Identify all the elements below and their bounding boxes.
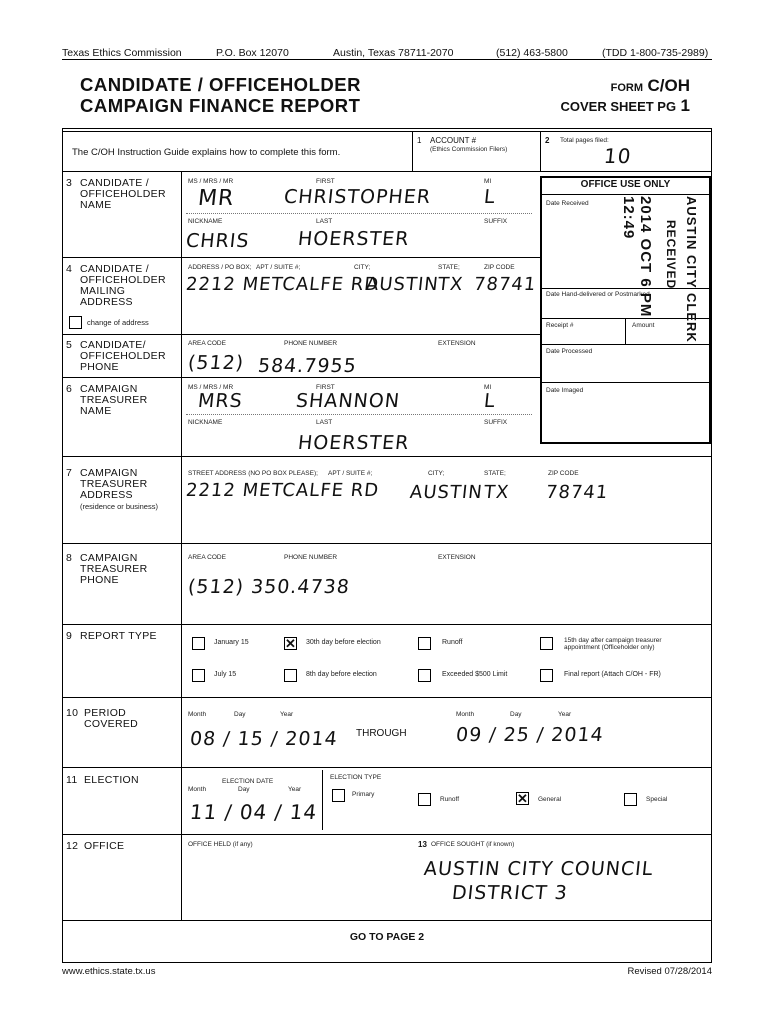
report-30day-label: 30th day before election [306,639,381,646]
sec3-suffix-label: SUFFIX [484,218,508,225]
sec7-city-value[interactable]: AUSTIN [408,482,484,503]
sec6-suffix-label: SUFFIX [484,419,508,426]
sec10-through: THROUGH [356,728,407,739]
agency-name: Texas Ethics Commission [62,47,182,59]
report-exceeded-label: Exceeded $500 Limit [442,671,508,678]
divider-account [412,131,413,171]
sec5-area-value[interactable]: (512) [186,352,246,374]
sec10-from-month-label: Month [188,711,207,718]
rule-after-sec11 [62,834,712,835]
sec6-mi-value[interactable]: L [482,390,497,412]
rule-after-sec3 [62,257,540,258]
report-15day-checkbox[interactable] [540,637,553,650]
sec10-from-year-label: Year [280,711,294,718]
sec7-zip-label: ZIP CODE [548,470,579,477]
change-of-address-checkbox[interactable] [69,316,82,329]
report-8day-checkbox[interactable] [284,669,297,682]
sec8-label-1: CAMPAIGN [80,552,138,564]
sec9-label: REPORT TYPE [80,630,157,642]
sec11-date-value[interactable]: 11 / 04 / 14 [188,800,319,824]
sec4-state-value[interactable]: TX [436,274,465,295]
sec3-label-3: NAME [80,199,112,211]
sec3-title-value[interactable]: MR [196,186,236,211]
instructions-text: The C/OH Instruction Guide explains how to complete this form. [72,147,341,158]
form-code: C/OH [647,76,690,95]
sec8-label-2: TREASURER [80,563,148,575]
rule-after-sec6 [62,456,712,457]
office-use-rule-5 [540,382,711,383]
sec3-last-label: LAST [316,218,333,225]
sec6-first-label: FIRST [316,384,335,391]
account-label: ACCOUNT # [430,136,477,145]
sec6-title-label: MS / MRS / MR [188,384,234,391]
election-runoff-checkbox[interactable] [418,793,431,806]
rule-after-sec10 [62,767,712,768]
sec11-type-label: ELECTION TYPE [330,774,382,781]
po-box: P.O. Box 12070 [216,47,289,59]
go-to-page-2[interactable]: GO TO PAGE 2 [349,931,425,943]
report-exceeded-checkbox[interactable] [418,669,431,682]
date-received-label: Date Received [546,200,589,207]
sec5-phone-label: PHONE NUMBER [284,340,338,347]
report-jul15-label: July 15 [214,671,237,678]
sec10-from-day-label: Day [234,711,246,718]
footer-revised: Revised 07/28/2014 [627,966,712,977]
sec7-state-label: STATE; [484,470,506,477]
report-final-label: Final report (Attach C/OH - FR) [564,671,661,678]
sec7-num: 7 [66,467,73,479]
sec4-label-3: MAILING [80,285,126,297]
sec5-label-1: CANDIDATE/ [80,339,146,351]
sec6-num: 6 [66,383,73,395]
rule-after-sec4 [62,334,540,335]
agency-phone: (512) 463-5800 [496,47,568,59]
sec7-apt-label: APT / SUITE #; [328,470,373,477]
sec3-nick-label: NICKNAME [188,218,223,225]
sec4-addr-value[interactable]: 2212 METCALFE RD [184,274,381,295]
sec3-last-value[interactable]: HOERSTER [296,228,411,250]
sec8-num: 8 [66,552,73,564]
report-30day-checkbox[interactable]: ✕ [285,636,296,651]
sec10-label-2: COVERED [84,718,139,730]
rule-after-instructions [62,171,712,172]
sec10-to-month-label: Month [456,711,475,718]
sec11-day-label: Day [238,786,250,793]
sec3-label-1: CANDIDATE / [80,177,150,189]
sec3-first-label: FIRST [316,178,335,185]
rule-after-sec7 [62,543,712,544]
report-runoff-label: Runoff [442,639,463,646]
sec6-line-1 [186,414,532,415]
sec10-to-value[interactable]: 09 / 25 / 2014 [454,724,605,746]
sec6-mi-label: MI [484,384,492,391]
sec7-label-1: CAMPAIGN [80,467,138,479]
agency-tdd: (TDD 1-800-735-2989) [602,47,709,59]
sec5-phone-value[interactable]: 584.7955 [256,355,358,377]
sec5-label-3: PHONE [80,361,119,373]
rule-after-sec5 [62,377,540,378]
cover-sheet [561,96,691,116]
sec4-num: 4 [66,263,73,275]
report-jul15-checkbox[interactable] [192,669,205,682]
change-of-address-label: change of address [87,318,149,327]
report-15day-label: 15th day after campaign treasurer appointment (Officeholder only) [564,637,662,651]
rule-before-goto [62,920,712,921]
election-primary-checkbox[interactable] [332,789,345,802]
account-num: 1 [417,136,422,145]
sec8-phone-label: PHONE NUMBER [284,554,338,561]
office-held-label: OFFICE HELD (if any) [188,841,253,848]
sec6-last-label: LAST [316,419,333,426]
sec3-num: 3 [66,177,73,189]
sec4-city-label: CITY; [354,264,371,271]
sec10-to-year-label: Year [558,711,572,718]
sec7-addr-value[interactable]: 2212 METCALFE RD [184,480,381,501]
sec5-area-label: AREA CODE [188,340,226,347]
office-use-rule-1 [540,194,711,195]
sec4-zip-value[interactable]: 78741 [472,274,538,295]
stamp-office: AUSTIN CITY CLERK [684,196,699,343]
election-special-checkbox[interactable] [624,793,637,806]
sec3-line-1 [186,213,532,214]
sec11-date-label: ELECTION DATE [222,778,274,785]
sec10-to-day-label: Day [510,711,522,718]
sec7-label-2: TREASURER [80,478,148,490]
sec12-label: OFFICE [84,840,125,852]
sec7-zip-value[interactable]: 78741 [544,482,610,503]
office-sought-value-2[interactable]: DISTRICT 3 [450,882,569,904]
sec4-city-value[interactable]: AUSTIN [364,274,440,295]
label-column-divider [181,171,182,920]
office-sought-label: OFFICE SOUGHT (if known) [431,841,515,848]
sec8-label-3: PHONE [80,574,119,586]
sec3-mi-value[interactable]: L [482,186,497,208]
sec6-nick-label: NICKNAME [188,419,223,426]
sec11-num: 11 [66,774,78,786]
receipt-label: Receipt # [546,322,574,329]
stamp-date: 2014 OCT 6 PM 12:49 [620,196,654,318]
election-general-label: General [538,796,562,803]
sec12-num: 12 [66,840,79,852]
sec4-label-2: OFFICEHOLDER [80,274,166,286]
agency-city: Austin, Texas 78711-2070 [333,47,454,59]
sec6-label-2: TREASURER [80,394,148,406]
sec11-year-label: Year [288,786,302,793]
sec4-label-4: ADDRESS [80,296,133,308]
sec8-area-label: AREA CODE [188,554,226,561]
sec3-first-value[interactable]: CHRISTOPHER [282,186,433,208]
sec6-last-value[interactable]: HOERSTER [296,432,411,454]
frame-double-rule [62,131,712,132]
sec3-label-2: OFFICEHOLDER [80,188,166,200]
sec5-label-2: OFFICEHOLDER [80,350,166,362]
sec8-ext-label: EXTENSION [438,554,476,561]
report-jan15-label: January 15 [214,639,249,646]
sec7-label-3: ADDRESS [80,489,133,501]
cover-sheet-label: COVER SHEET PG [560,99,677,114]
sec7-sub: (residence or business) [80,502,158,511]
sec6-label-1: CAMPAIGN [80,383,138,395]
rule-after-sec9 [62,697,712,698]
rule-after-sec8 [62,624,712,625]
sec7-state-value[interactable]: TX [482,482,511,503]
date-processed-label: Date Processed [546,348,593,355]
sec10-label-1: PERIOD [84,707,127,719]
sec6-first-value[interactable]: SHANNON [294,390,402,412]
office-sought-value-1[interactable]: AUSTIN CITY COUNCIL [422,858,655,880]
sec11-label: ELECTION [84,774,139,786]
hand-delivered-label: Date Hand-delivered or Postmarked [546,291,650,298]
report-runoff-checkbox[interactable] [418,637,431,650]
sec7-addr-label: STREET ADDRESS (NO PO BOX PLEASE); [188,470,318,477]
sec4-zip-label: ZIP CODE [484,264,515,271]
date-imaged-label: Date Imaged [546,387,584,394]
election-primary-label: Primary [352,791,375,798]
election-special-label: Special [646,796,668,803]
pages-label: Total pages filed: [560,137,609,144]
account-sub: (Ethics Commission Filers) [430,146,508,153]
form-prefix: FORM [610,82,644,94]
sec6-label-3: NAME [80,405,112,417]
stamp-received: RECEIVED [664,220,678,290]
amount-label: Amount [632,322,655,329]
sec4-state-label: STATE; [438,264,460,271]
title-line2: CAMPAIGN FINANCE REPORT [80,95,361,116]
sec8-phone-value[interactable]: (512) 350.4738 [186,576,351,598]
office-use-title: OFFICE USE ONLY [580,179,671,190]
sec10-num: 10 [66,707,79,719]
sec11-divider [322,770,323,830]
report-final-checkbox[interactable] [540,669,553,682]
title-line1: CANDIDATE / OFFICEHOLDER [80,74,361,95]
sec5-num: 5 [66,339,73,351]
pages-num: 2 [545,136,550,145]
sec5-ext-label: EXTENSION [438,340,476,347]
sec9-num: 9 [66,630,73,642]
sec4-label-1: CANDIDATE / [80,263,150,275]
sec3-nick-value[interactable]: CHRIS [184,230,251,252]
election-general-checkbox[interactable]: ✕ [517,791,528,806]
election-runoff-label: Runoff [440,796,460,803]
sec10-from-value[interactable]: 08 / 15 / 2014 [188,728,339,750]
sec3-title-label: MS / MRS / MR [188,178,234,185]
report-8day-label: 8th day before election [306,671,377,678]
sec4-apt-label: APT / SUITE #; [256,264,301,271]
header-rule [62,59,712,60]
sec6-title-value[interactable]: MRS [196,390,244,412]
sec4-addr-label: ADDRESS / PO BOX; [188,264,252,271]
divider-pages [540,131,541,171]
pages-value: 10 [602,144,633,168]
sec3-mi-label: MI [484,178,492,185]
sec13-num: 13 [418,840,427,849]
sec7-city-label: CITY; [428,470,445,477]
cover-page-number: 1 [680,96,690,115]
report-jan15-checkbox[interactable] [192,637,205,650]
form-id [611,76,690,96]
footer-url[interactable]: www.ethics.state.tx.us [62,966,156,977]
sec11-month-label: Month [188,786,207,793]
